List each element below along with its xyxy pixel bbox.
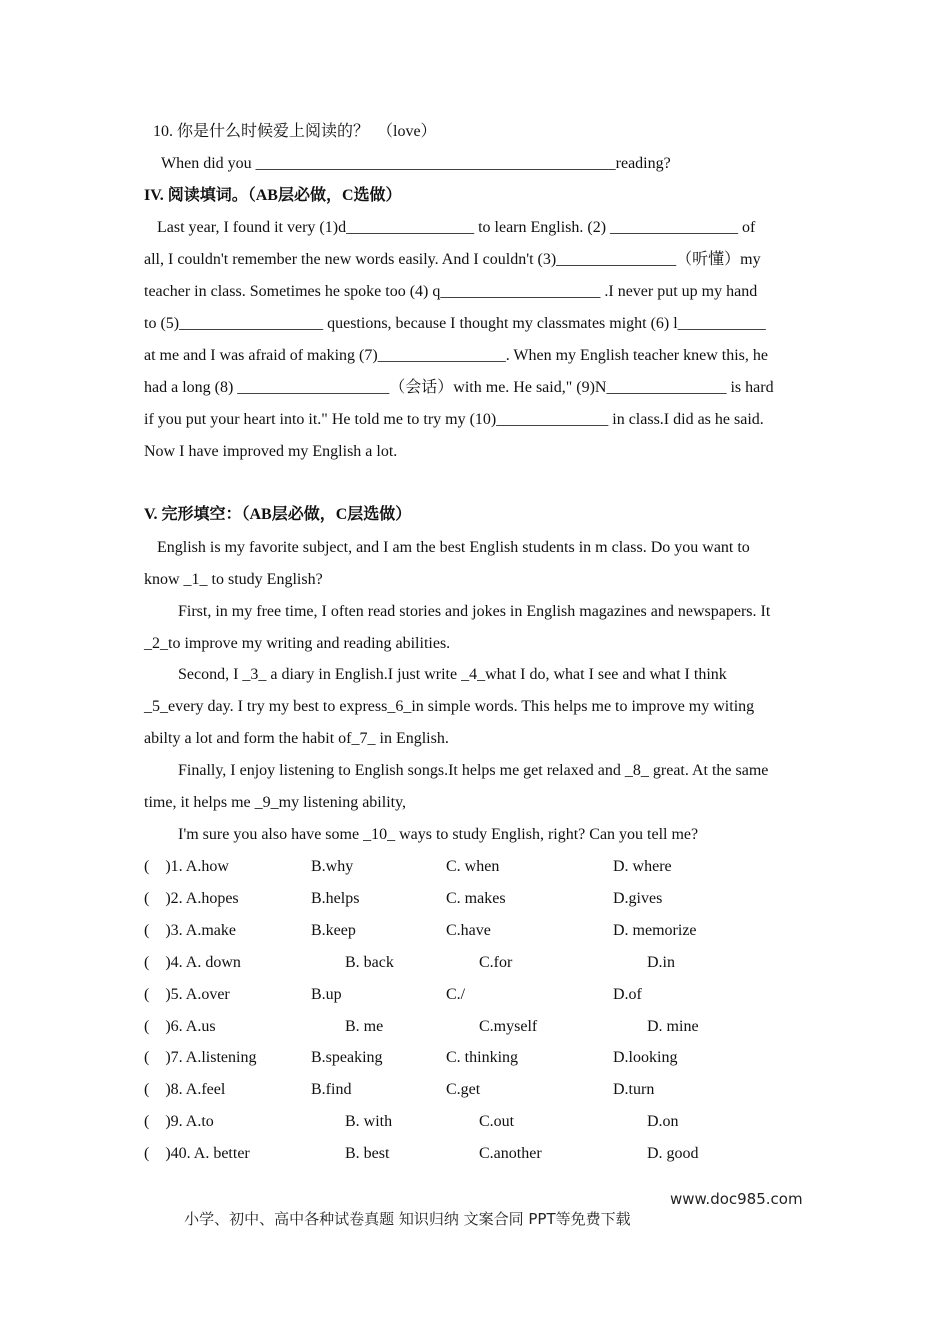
option-d: D. where: [613, 858, 672, 875]
option-question: ( )40. A. better: [144, 1145, 250, 1162]
option-b: B.find: [311, 1081, 352, 1098]
option-question: ( )5. A.over: [144, 986, 230, 1003]
option-question: ( )4. A. down: [144, 954, 241, 971]
section4-heading: IV. 阅读填词。（AB层必做，C选做）: [144, 187, 402, 204]
q10-answer-line: When did you _____________________________________________reading?: [161, 155, 671, 172]
option-b: B.up: [311, 986, 342, 1003]
option-d: D. mine: [647, 1018, 699, 1035]
section4-line: teacher in class. Sometimes he spoke too (4) q____________________ .I never put up my hand: [144, 283, 758, 300]
option-d: D.of: [613, 986, 642, 1003]
option-c: C.have: [446, 922, 491, 939]
section4-line: Last year, I found it very (1)d________________ to learn English. (2) ________________ of: [157, 219, 756, 236]
option-c: C.for: [479, 954, 513, 971]
option-c: C.myself: [479, 1018, 538, 1035]
footer-url[interactable]: www.doc985.com: [670, 1190, 803, 1208]
option-b: B.why: [311, 858, 354, 875]
section4-line: all, I couldn't remember the new words easily. And I couldn't (3)_______________（听懂）my: [144, 251, 761, 268]
section5-line: Finally, I enjoy listening to English songs.It helps me get relaxed and _8_ great. At the same: [178, 762, 769, 779]
section5-line: First, in my free time, I often read stories and jokes in English magazines and newspapers. It: [178, 603, 771, 620]
section5-heading: V. 完形填空：（AB层必做，C层选做）: [144, 506, 412, 523]
option-question: ( )1. A.how: [144, 858, 229, 875]
section5-line: time, it helps me _9_my listening ability,: [144, 794, 407, 811]
section5-line: abilty a lot and form the habit of_7_ in English.: [144, 730, 449, 747]
option-b: B. best: [345, 1145, 390, 1162]
option-c: C. makes: [446, 890, 506, 907]
option-d: D.in: [647, 954, 675, 971]
option-b: B.helps: [311, 890, 360, 907]
option-question: ( )2. A.hopes: [144, 890, 239, 907]
option-c: C.out: [479, 1113, 515, 1130]
section5-line: English is my favorite subject, and I am the best English students in m class. Do you want to: [157, 539, 750, 556]
option-c: C.get: [446, 1081, 481, 1098]
option-question: ( )7. A.listening: [144, 1049, 257, 1066]
section5-line: Second, I _3_ a diary in English.I just write _4_what I do, what I see and what I think: [178, 666, 727, 683]
option-d: D.on: [647, 1113, 679, 1130]
section4-line: at me and I was afraid of making (7)________________. When my English teacher knew this, he: [144, 347, 768, 364]
section5-line: I'm sure you also have some _10_ ways to study English, right? Can you tell me?: [178, 826, 699, 843]
section5-line: _5_every day. I try my best to express_6_in simple words. This helps me to improve my witing: [144, 698, 755, 715]
option-d: D.looking: [613, 1049, 678, 1066]
footer-text: 小学、初中、高中各种试卷真题 知识归纳 文案合同 PPT等免费下载: [184, 1210, 631, 1228]
option-d: D. good: [647, 1145, 699, 1162]
option-c: C.another: [479, 1145, 542, 1162]
option-d: D.gives: [613, 890, 663, 907]
option-question: ( )6. A.us: [144, 1018, 216, 1035]
option-question: ( )3. A.make: [144, 922, 236, 939]
footer: [165, 1190, 803, 1265]
option-b: B. back: [345, 954, 394, 971]
section5-line: know _1_ to study English?: [144, 571, 323, 588]
option-d: D.turn: [613, 1081, 655, 1098]
option-c: C. when: [446, 858, 500, 875]
section4-line: had a long (8) ___________________（会话）with me. He said," (9)N_______________ is hard: [144, 379, 774, 396]
option-question: ( )8. A.feel: [144, 1081, 226, 1098]
section5-line: _2_to improve my writing and reading abilities.: [144, 635, 451, 652]
section4-line: Now I have improved my English a lot.: [144, 443, 398, 460]
q10-prompt: 10. 你是什么时候爱上阅读的？ （love）: [153, 123, 437, 140]
section4-line: to (5)__________________ questions, because I thought my classmates might (6) l___________: [144, 315, 766, 332]
option-b: B. me: [345, 1018, 384, 1035]
option-d: D. memorize: [613, 922, 697, 939]
option-question: ( )9. A.to: [144, 1113, 214, 1130]
option-b: B. with: [345, 1113, 393, 1130]
option-b: B.speaking: [311, 1049, 383, 1066]
option-c: C./: [446, 986, 466, 1003]
option-c: C. thinking: [446, 1049, 519, 1066]
option-b: B.keep: [311, 922, 356, 939]
section4-line: if you put your heart into it." He told me to try my (10)______________ in class.I did as he said.: [144, 411, 764, 428]
